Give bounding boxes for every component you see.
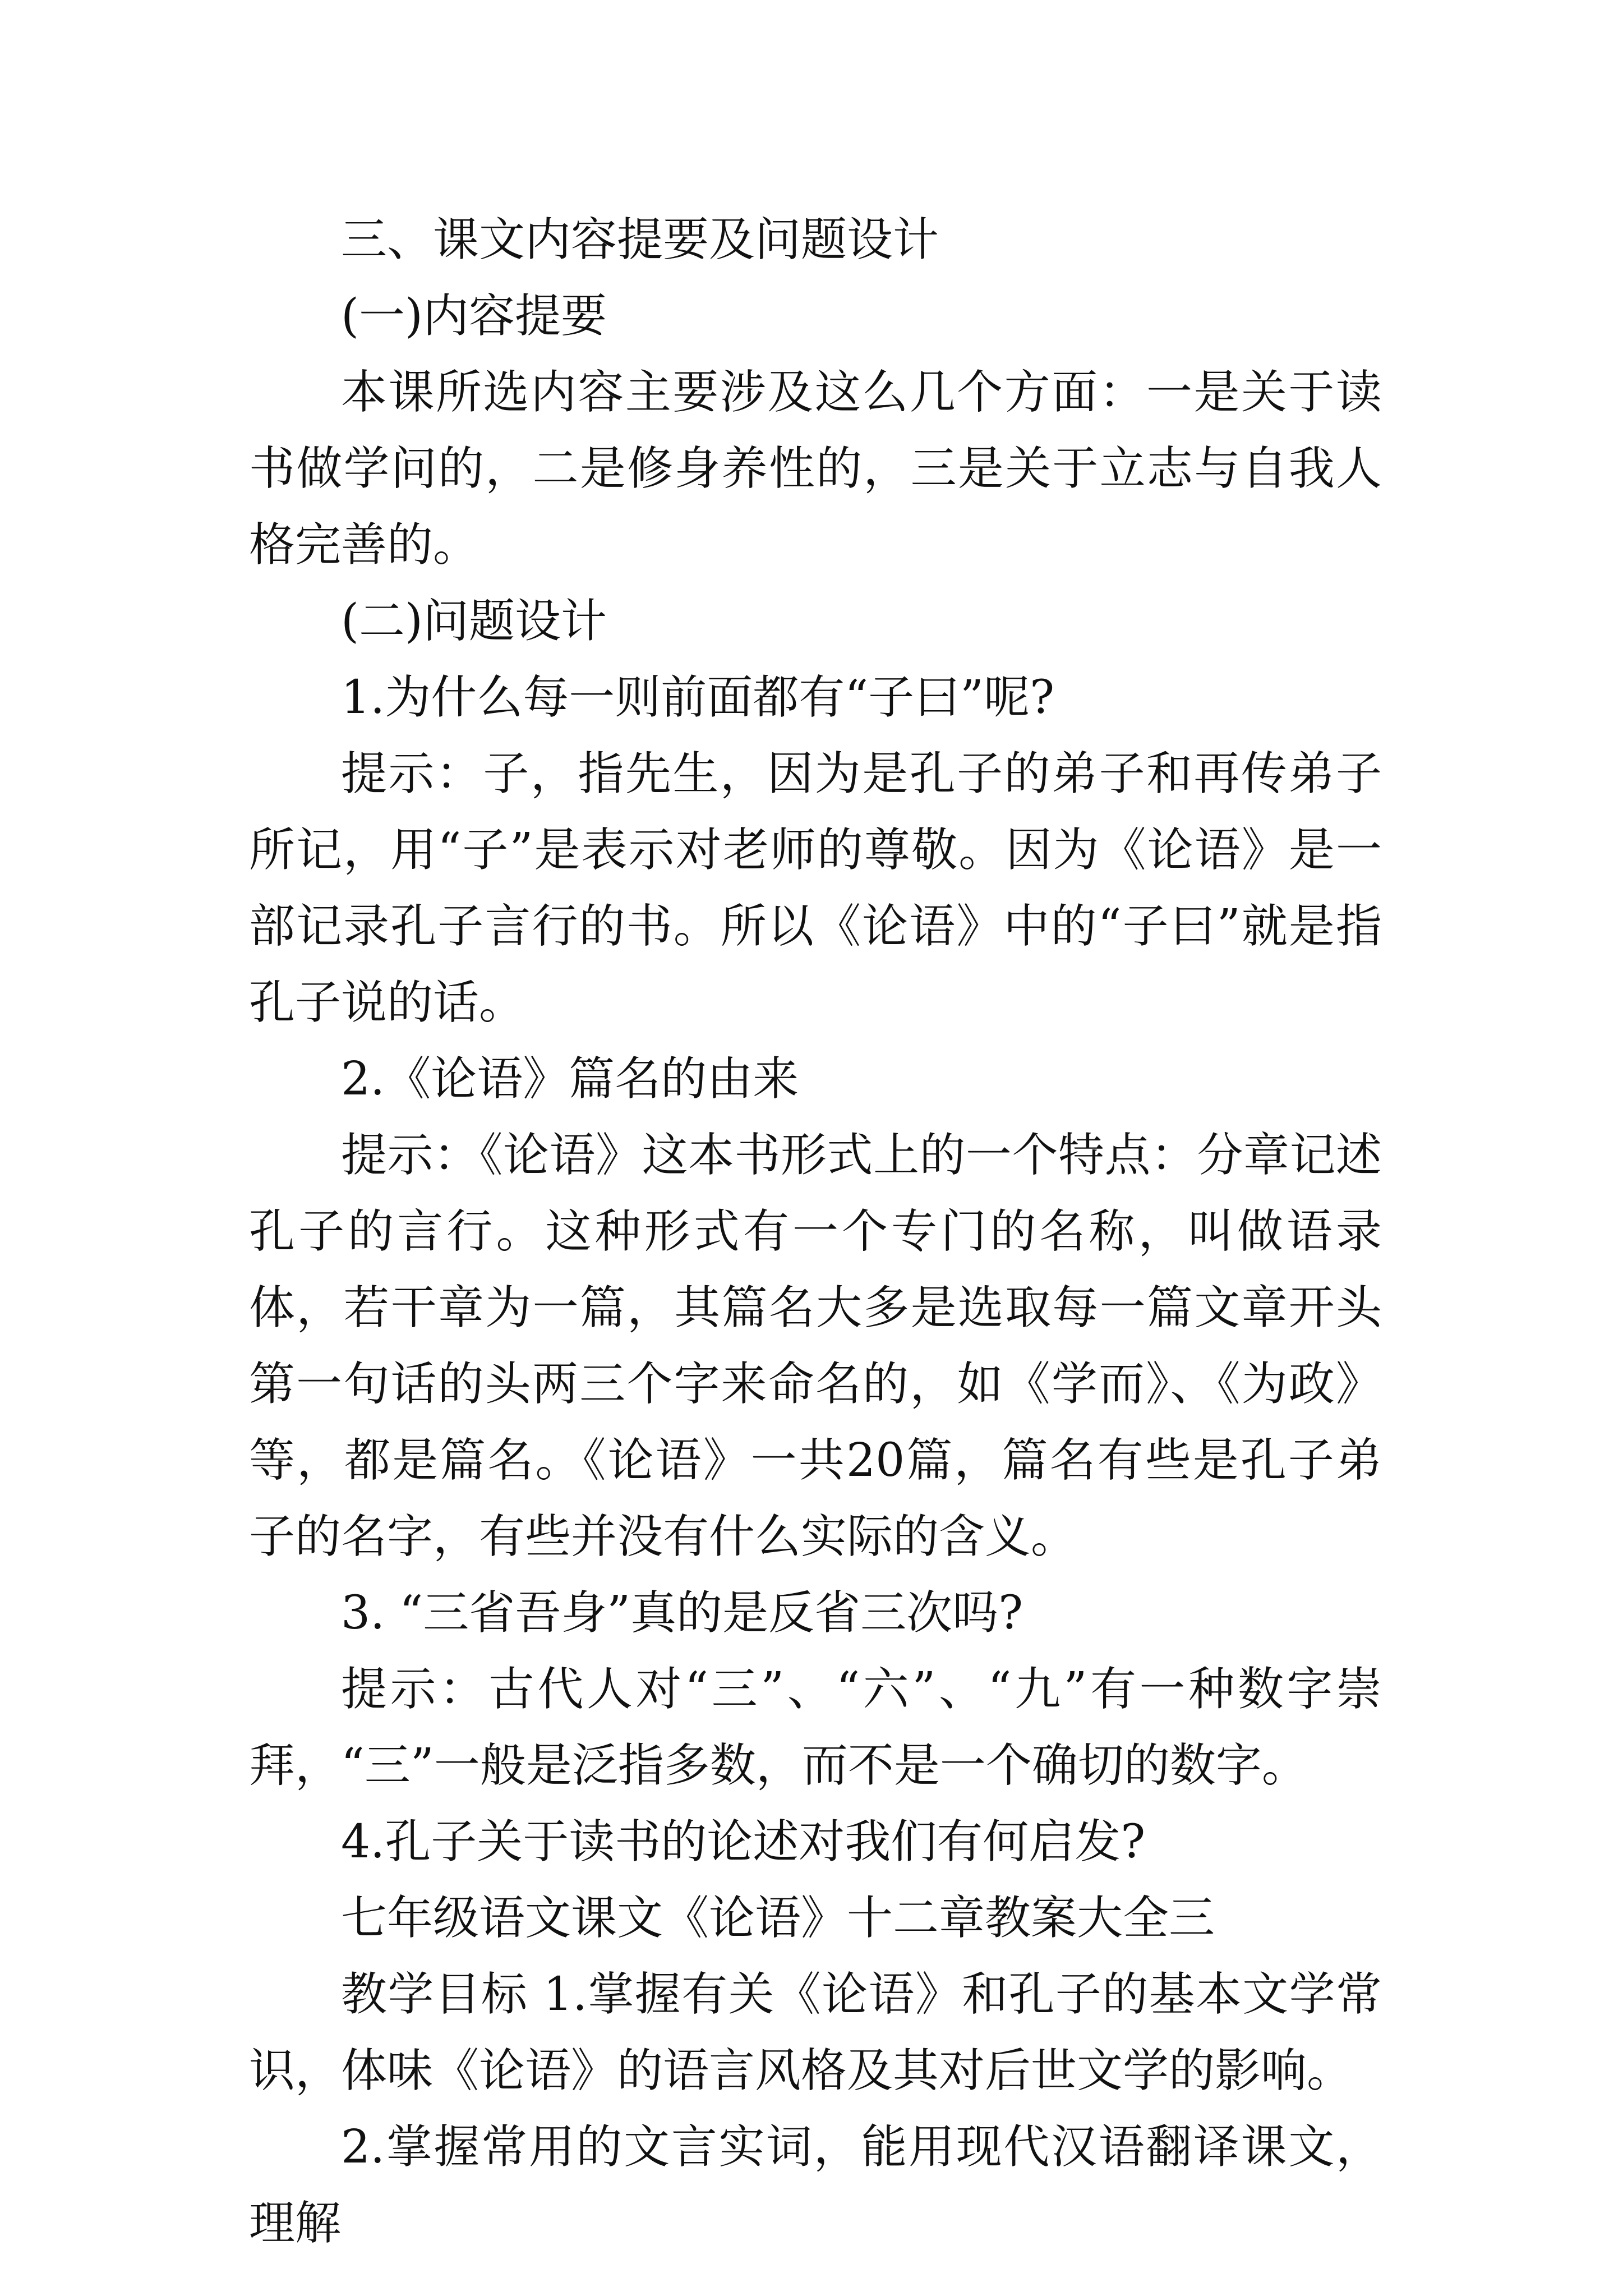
question-item: 3. “三省吾身”真的是反省三次吗?: [341, 1586, 1023, 1640]
hint-paragraph: 提示：子，指先生，因为是孔子的弟子和再传弟子所记，用“子”是表示对老师的尊敬。因为《论语》是一部记录孔子言行的书。所以《论语》中的“子曰”就是指孔子说的话。: [249, 747, 1382, 1029]
paragraph: 教学目标 1.掌握有关《论语》和孔子的基本文学常识，体味《论语》的语言风格及其对后世文学的影响。: [249, 1968, 1382, 2097]
subsection-heading: (二)问题设计: [341, 595, 607, 648]
paragraph: 2.掌握常用的文言实词，能用现代汉语翻译课文，理解: [249, 2120, 1382, 2250]
hint-paragraph: 提示：古代人对“三”、“六”、“九”有一种数字崇拜，“三”一般是泛指多数，而不是一个确切的数字。: [249, 1663, 1382, 1792]
subsection-heading: (一)内容提要: [341, 289, 607, 343]
section-heading: 三、课文内容提要及问题设计: [341, 213, 939, 266]
paragraph: 本课所选内容主要涉及这么几个方面：一是关于读书做学问的，二是修身养性的，三是关于立志与自我人格完善的。: [249, 366, 1382, 572]
hint-paragraph: 提示：《论语》这本书形式上的一个特点：分章记述孔子的言行。这种形式有一个专门的名称，叫做语录体，若干章为一篇，其篇名大多是选取每一篇文章开头第一句话的头两三个字来命名的，如《学而》、《为政》等，都是篇名。《论语》一共20篇，篇名有些是孔子弟子的名字，有些并没有什么实际的含义。: [249, 1129, 1382, 1563]
document-title: 七年级语文课文《论语》十二章教案大全三: [341, 1892, 1215, 1945]
question-item: 1.为什么每一则前面都有“子曰”呢?: [341, 671, 1055, 724]
question-item: 2.《论语》篇名的由来: [341, 1052, 799, 1106]
document-body: [249, 202, 1382, 2262]
question-item: 4.孔子关于读书的论述对我们有何启发?: [341, 1815, 1146, 1869]
